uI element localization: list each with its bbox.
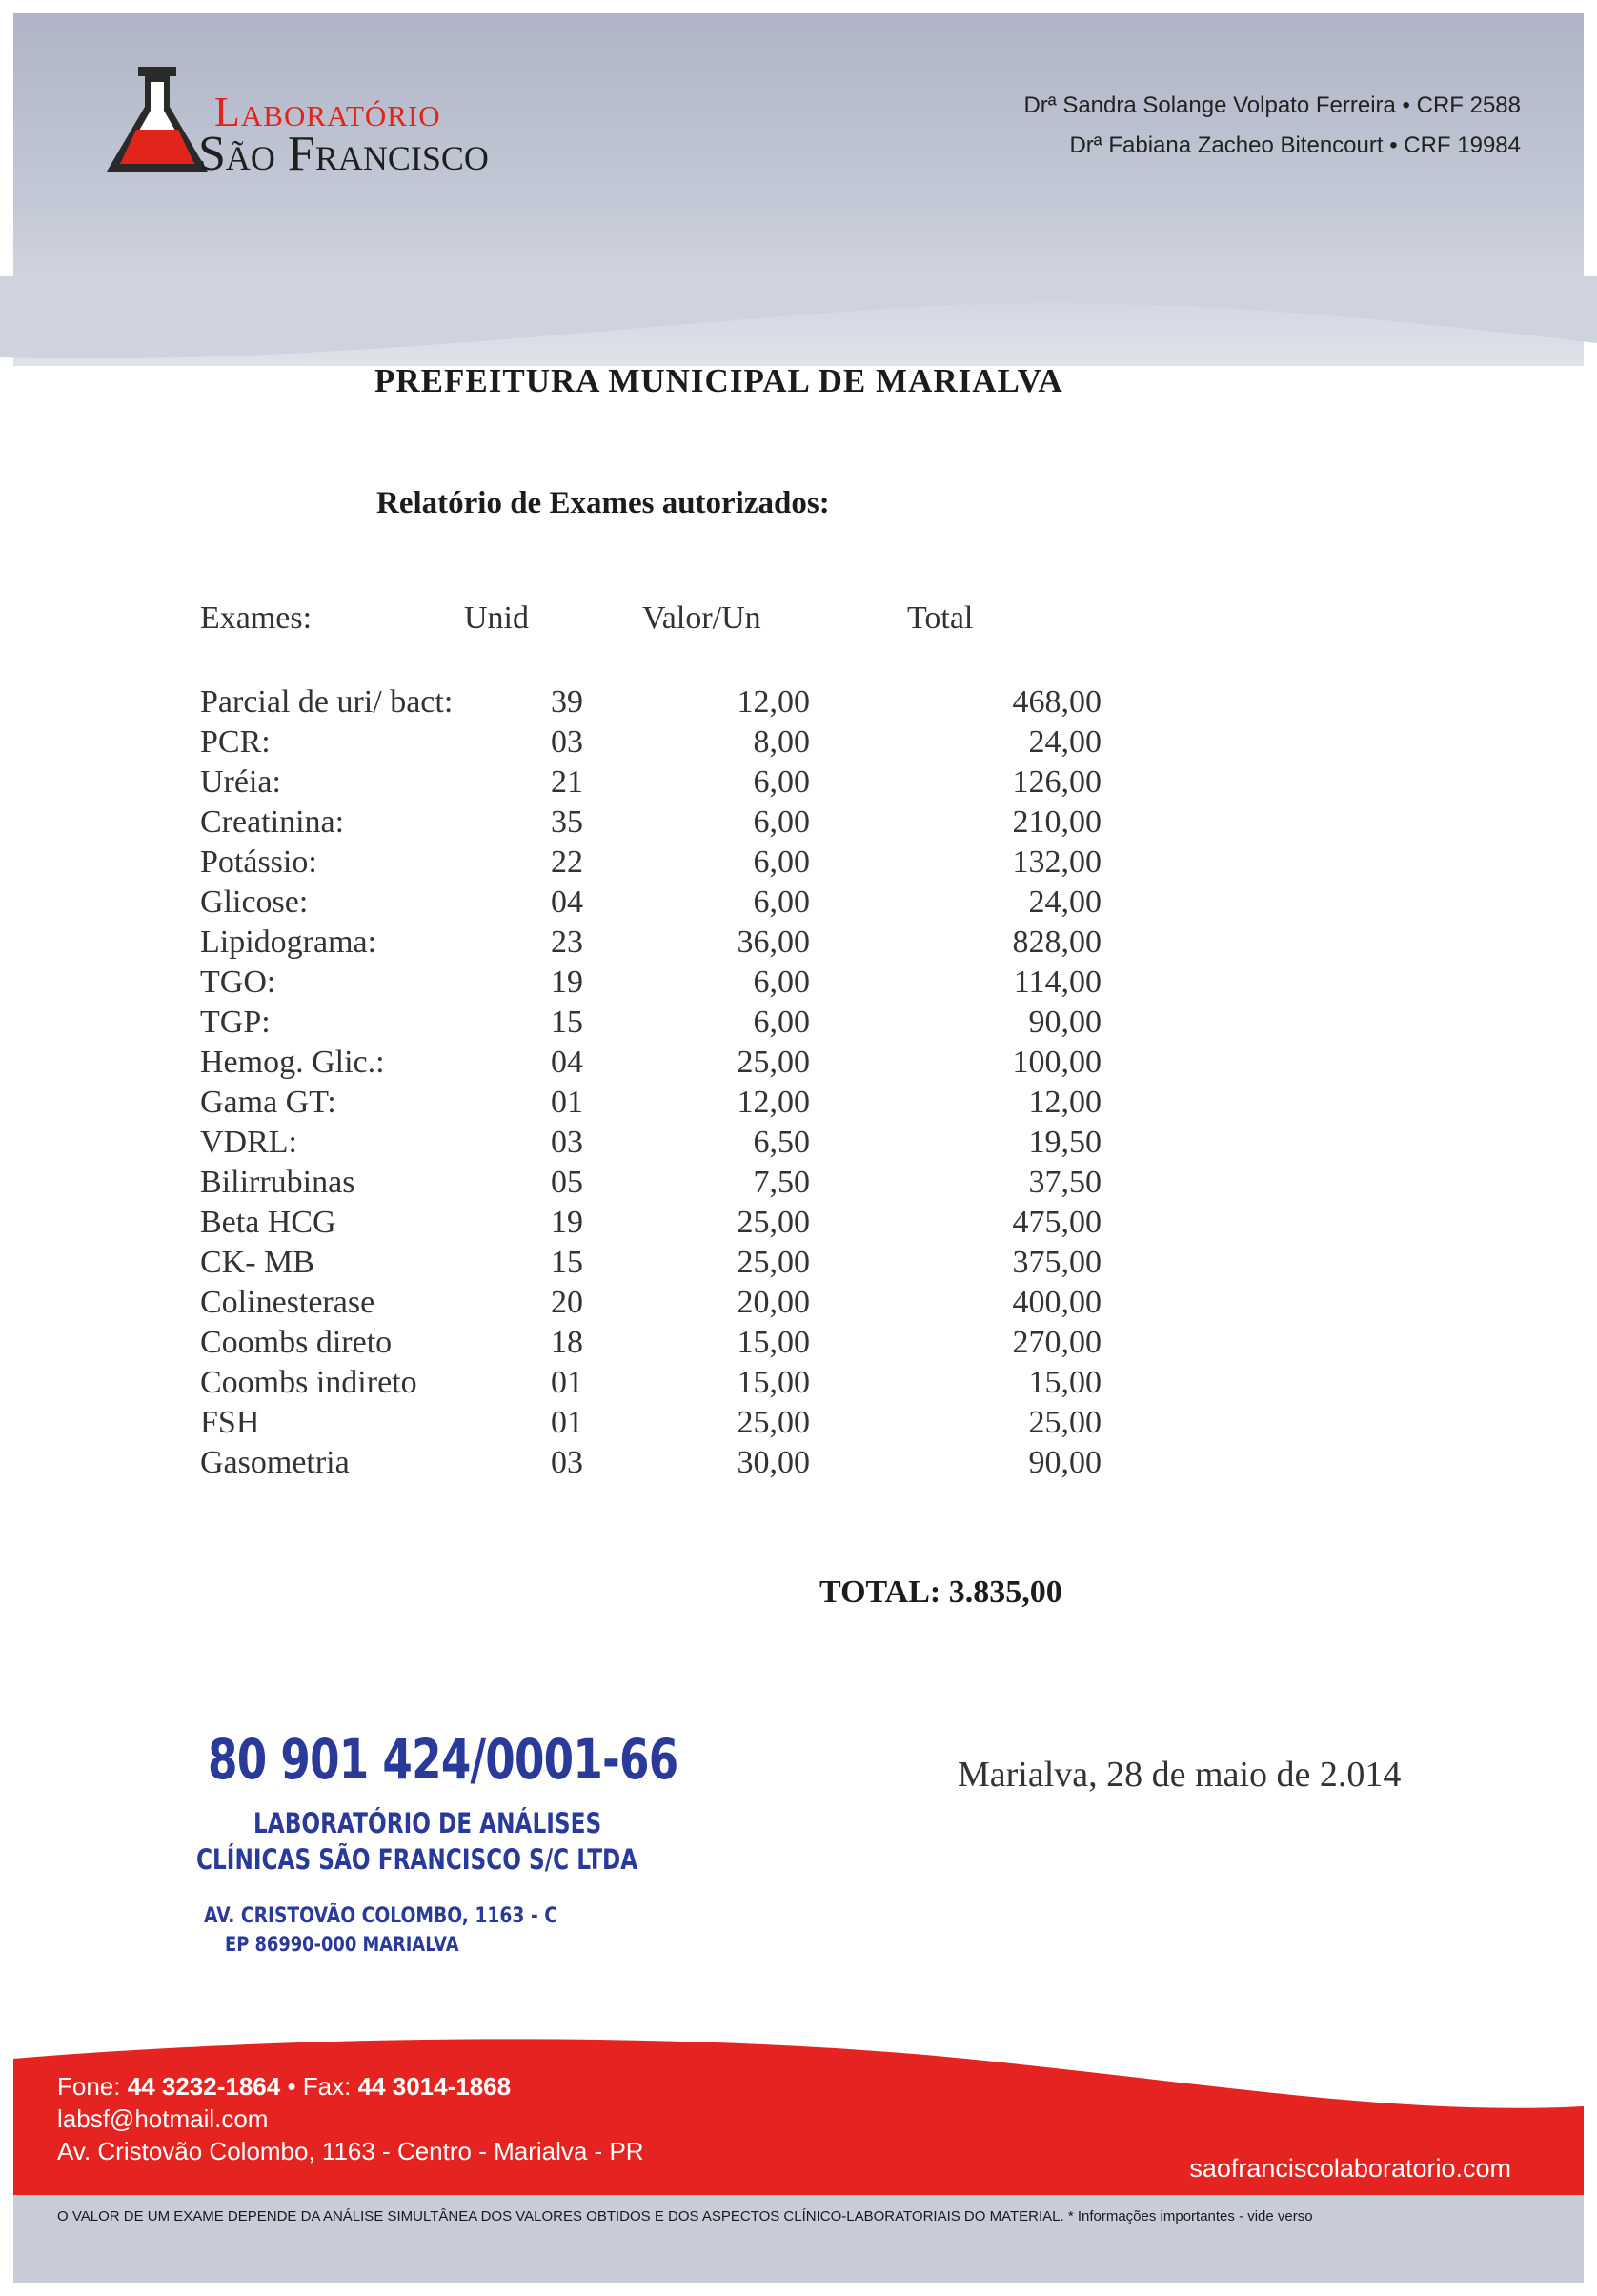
exam-total: 19,50: [1028, 1125, 1102, 1160]
exam-unid: 03: [551, 724, 583, 760]
exam-valor: 36,00: [737, 924, 810, 960]
exam-total: 468,00: [1012, 684, 1102, 720]
exam-unid: 01: [551, 1365, 583, 1400]
exam-name: Gama GT:: [200, 1085, 336, 1120]
exam-valor: 6,00: [753, 1005, 810, 1040]
company-stamp: [191, 1716, 686, 2001]
exam-name: Parcial de uri/ bact:: [200, 684, 454, 720]
exam-name: TGO:: [200, 965, 276, 1000]
exam-name: CK- MB: [200, 1245, 314, 1280]
exam-valor: 6,00: [753, 844, 810, 880]
exam-valor: 25,00: [737, 1245, 810, 1280]
exam-unid: 01: [551, 1405, 583, 1440]
table-row: [0, 884, 1597, 924]
table-row: [0, 1285, 1597, 1325]
exam-unid: 20: [551, 1285, 583, 1320]
exam-valor: 6,00: [753, 764, 810, 800]
exam-valor: 6,00: [753, 965, 810, 1000]
table-row: [0, 1325, 1597, 1365]
exam-name: Glicose:: [200, 884, 309, 920]
header-valor: Valor/Un: [642, 600, 761, 636]
table-row: [0, 804, 1597, 844]
exam-name: Beta HCG: [200, 1205, 336, 1240]
exam-unid: 03: [551, 1445, 583, 1480]
exam-unid: 15: [551, 1005, 583, 1040]
stamp-cnpj: 80 901 424/0001-66: [208, 1727, 678, 1792]
exam-valor: 12,00: [737, 1085, 810, 1120]
exam-unid: 15: [551, 1245, 583, 1280]
exam-total: 90,00: [1028, 1005, 1102, 1040]
exam-total: 210,00: [1012, 804, 1102, 840]
table-row: [0, 1205, 1597, 1245]
exam-total: 132,00: [1012, 844, 1102, 880]
exam-valor: 30,00: [737, 1445, 810, 1480]
exam-valor: 6,00: [753, 884, 810, 920]
exam-valor: 8,00: [753, 724, 810, 760]
footer-phone-line: [57, 2070, 644, 2103]
exam-name: Colinesterase: [200, 1285, 375, 1320]
header-total: Total: [907, 600, 974, 636]
exam-total: 25,00: [1028, 1405, 1102, 1440]
exam-name: Potássio:: [200, 844, 317, 880]
table-row: [0, 684, 1597, 724]
exam-name: Bilirrubinas: [200, 1165, 355, 1200]
exam-unid: 04: [551, 1045, 583, 1080]
laboratory-logo: [95, 59, 543, 193]
table-row: [0, 1005, 1597, 1045]
doctor-2: Drª Fabiana Zacheo Bitencourt • CRF 19984: [1069, 132, 1521, 158]
table-row: [0, 1125, 1597, 1165]
table-row: [0, 1445, 1597, 1485]
stamp-line-1: LABORATÓRIO DE ANÁLISES: [253, 1807, 602, 1839]
exam-unid: 18: [551, 1325, 583, 1360]
exam-total: 90,00: [1028, 1445, 1102, 1480]
table-row: [0, 1365, 1597, 1405]
exam-unid: 35: [551, 804, 583, 840]
table-row: [0, 1045, 1597, 1085]
exam-name: PCR:: [200, 724, 271, 760]
exam-unid: 22: [551, 844, 583, 880]
exam-name: Lipidograma:: [200, 924, 377, 960]
stamp-line-3: AV. CRISTOVÃO COLOMBO, 1163 - C: [204, 1904, 557, 1928]
table-row: [0, 1245, 1597, 1285]
exam-total: 375,00: [1012, 1245, 1102, 1280]
fax-number: 44 3014-1868: [357, 2072, 512, 2101]
exam-name: Coombs indireto: [200, 1365, 417, 1400]
exam-valor: 20,00: [737, 1285, 810, 1320]
footer-disclaimer: O VALOR DE UM EXAME DEPENDE DA ANÁLISE SIMULTÂNEA DOS VALORES OBTIDOS E DOS ASPECTOS CLÍNICO-LABORATORIAIS DO MATERIAL. * Informações importantes - vide verso: [57, 2208, 1313, 2225]
exam-name: Uréia:: [200, 764, 281, 800]
exam-name: FSH: [200, 1405, 260, 1440]
exam-valor: 7,50: [753, 1165, 810, 1200]
exam-total: 24,00: [1028, 884, 1102, 920]
stamp-line-2: CLÍNICAS SÃO FRANCISCO S/C LTDA: [196, 1843, 638, 1876]
exam-unid: 23: [551, 924, 583, 960]
exam-valor: 12,00: [737, 684, 810, 720]
grand-total: TOTAL: 3.835,00: [819, 1575, 1062, 1610]
exam-unid: 04: [551, 884, 583, 920]
exam-total: 15,00: [1028, 1365, 1102, 1400]
exam-valor: 25,00: [737, 1405, 810, 1440]
exam-valor: 15,00: [737, 1365, 810, 1400]
exam-name: Coombs direto: [200, 1325, 393, 1360]
document-subtitle: Relatório de Exames autorizados:: [376, 486, 830, 520]
exam-total: 270,00: [1012, 1325, 1102, 1360]
exam-name: Hemog. Glic.:: [200, 1045, 385, 1080]
exam-total: 100,00: [1012, 1045, 1102, 1080]
exam-total: 400,00: [1012, 1285, 1102, 1320]
header-unid: Unid: [464, 600, 529, 636]
footer-contact: [57, 2070, 644, 2167]
exam-name: TGP:: [200, 1005, 271, 1040]
table-row: [0, 724, 1597, 764]
table-row: [0, 844, 1597, 884]
logo-text-laboratorio: Laboratório: [214, 89, 441, 135]
footer-website: saofranciscolaboratorio.com: [1189, 2154, 1511, 2183]
phone-label: Fone:: [57, 2072, 121, 2101]
document-title: PREFEITURA MUNICIPAL DE MARIALVA: [374, 362, 1063, 399]
exam-valor: 6,00: [753, 804, 810, 840]
table-row: [0, 1165, 1597, 1205]
logo-text-sao-francisco: São Francisco: [198, 127, 489, 181]
exam-name: VDRL:: [200, 1125, 297, 1160]
exam-valor: 15,00: [737, 1325, 810, 1360]
exam-total: 24,00: [1028, 724, 1102, 760]
exam-total: 114,00: [1013, 965, 1102, 1000]
footer-email: labsf@hotmail.com: [57, 2104, 269, 2133]
exam-total: 37,50: [1028, 1165, 1102, 1200]
exam-unid: 19: [551, 965, 583, 1000]
exam-unid: 05: [551, 1165, 583, 1200]
exam-total: 828,00: [1012, 924, 1102, 960]
exam-unid: 39: [551, 684, 583, 720]
exam-unid: 19: [551, 1205, 583, 1240]
exam-total: 12,00: [1028, 1085, 1102, 1120]
table-row: [0, 764, 1597, 804]
footer-address: Av. Cristovão Colombo, 1163 - Centro - Marialva - PR: [57, 2137, 644, 2165]
exam-unid: 01: [551, 1085, 583, 1120]
exam-unid: 03: [551, 1125, 583, 1160]
table-row: [0, 1085, 1597, 1125]
exam-valor: 6,50: [753, 1125, 810, 1160]
fax-label: • Fax:: [287, 2072, 352, 2101]
doctors-block: [1023, 86, 1521, 166]
table-row: [0, 1405, 1597, 1445]
header-exam: Exames:: [200, 600, 313, 636]
doctor-1: Drª Sandra Solange Volpato Ferreira • CRF 2588: [1023, 92, 1521, 118]
exam-valor: 25,00: [737, 1045, 810, 1080]
exam-unid: 21: [551, 764, 583, 800]
exam-name: Gasometria: [200, 1445, 350, 1480]
stamp-line-4: EP 86990-000 MARIALVA: [225, 1933, 459, 1956]
exam-total: 475,00: [1012, 1205, 1102, 1240]
document-date: Marialva, 28 de maio de 2.014: [958, 1755, 1402, 1795]
phone-number: 44 3232-1864: [127, 2072, 281, 2101]
table-row: [0, 924, 1597, 965]
table-row: [0, 965, 1597, 1005]
exam-name: Creatinina:: [200, 804, 345, 840]
exam-total: 126,00: [1012, 764, 1102, 800]
exam-valor: 25,00: [737, 1205, 810, 1240]
